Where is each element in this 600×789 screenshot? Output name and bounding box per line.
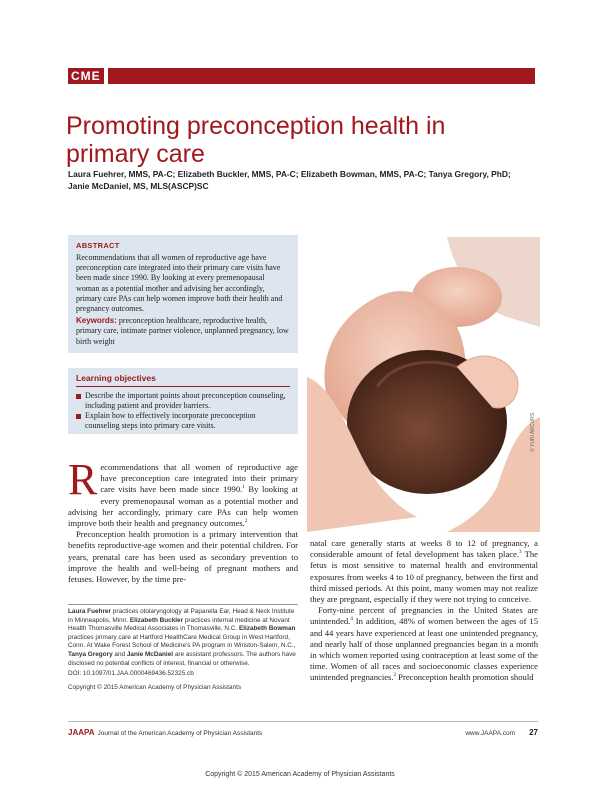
photo-credit: © YURI ARCURS [530,412,536,452]
citation: 2 [244,519,248,525]
author-list [68,168,538,192]
citation: 4 [350,617,353,623]
title-line-2: primary care [66,140,205,168]
learning-objectives-box [68,368,298,434]
header-bar [68,68,535,84]
baby-image-icon [307,237,540,532]
cme-badge [68,67,108,85]
authors-line-1: Laura Fuehrer, MMS, PA-C; Elizabeth Buckler, MMS, PA-C; Elizabeth Bowman, MMS, PA-C; Tanya Gregory, PhD; [68,169,511,179]
note-text: practices primary care at Hartford HealthCare Medical Group in West Hartford, Conn. At Wake Forest School of Medicine's PA program in Winston-Salem, N.C., [68,633,296,650]
title-line-1: Promoting preconception health in [66,112,446,140]
body-text: Forty-nine percent of pregnancies in the United States are unintended. [310,605,538,627]
citation: 3 [519,550,522,556]
page-footer [68,728,538,737]
note-text: practices internal medicine at Novant Health Thomasville Medical Associates in Thomasville, N.C. [68,616,290,633]
body-text: natal care generally starts at weeks 8 to 12 of pregnancy, a considerable amount of fetal development has taken place. [310,538,538,560]
newborn-photo [307,237,540,532]
body-text: ecommendations that all women of reproductive age have preconception care integrated into their primary care visits have been made since 1990. [100,462,298,495]
author-name: Laura Fuehrer [68,608,111,615]
journal-name: Journal of the American Academy of Physician Assistants [97,730,263,737]
author-name: Elizabeth Bowman [238,625,296,633]
author-name: Tanya Gregory [68,650,113,658]
keywords-label: Keywords: [76,316,117,326]
author-affiliations [68,608,298,668]
keywords [76,316,290,347]
body-column-right [310,538,538,684]
copyright-note: Copyright © 2015 American Academy of Physician Assistants [68,683,242,691]
citation: 1 [242,485,245,491]
author-notes [68,604,298,692]
body-text: Preconception health promotion should [396,672,534,683]
abstract-box [68,235,298,353]
author-name: Elizabeth Buckler [129,616,184,624]
body-text: The fetus is most sensitive to maternal health and environmental exposures from weeks 4 to 10 of pregnancy, between the first and third missed periods. At this point, many women may not realize they are pregnant, especially if they were not trying to conceive. [310,549,538,605]
objectives-heading: Learning objectives [76,373,290,387]
body-paragraph: Preconception health promotion is a primary intervention that benefits reproductive-age women and their potential children. For years, prenatal care has been used as secondary prevention to improve the health and well-being of pregnant mothers and fetuses. However, by the time pre- [68,529,298,585]
objective-item: Describe the important points about preconception counseling, including patient and provider barriers. [76,391,290,411]
bottom-copyright: Copyright © 2015 American Academy of Physician Assistants [205,771,395,778]
body-paragraph [310,538,538,605]
note-text: are assistant professors. The authors have disclosed no potential conflicts of interest, financial or otherwise. [68,650,296,667]
abstract-text: Recommendations that all women of reproductive age have preconception care integrated into their primary care visits have been made since 1990. By looking at every premenopausal woman as a potential mother and advising her accordingly, primary care PAs can help women improve both their health and pregnancy outcomes. [76,253,283,314]
authors-line-2: Janie McDaniel, MS, MLS(ASCP)SC [68,181,209,191]
footer-divider [68,721,538,722]
citation: 2 [393,673,397,679]
drop-cap: R [68,455,98,504]
doi[interactable]: DOI: 10.1097/01.JAA.0000469436.52325.cb [68,670,194,678]
objectives-list [76,391,290,431]
body-column-left [68,455,298,585]
note-text: practices otolaryngology at Paparella Ear, Head & Neck Institute in Minneapolis, Minn. [68,608,295,624]
body-text: In addition, 48% of women between the ages of 15 and 44 years have experienced at least one unintended pregnancy, and nearly half of those unplanned pregnancies began in a month in which women reported using contraception at least some of the time. Women of all races and socioeconomic classes experience unintended pregnancies. [310,616,538,683]
author-name: Janie McDaniel [126,650,174,658]
note-text: and [112,650,127,658]
page-number: 27 [529,728,538,737]
objective-item: Explain how to effectively incorporate preconception counseling steps into primary care visits. [76,411,290,431]
article-title [66,112,486,168]
journal-logo: JAAPA [68,728,95,737]
abstract-heading: ABSTRACT [76,241,120,250]
journal-url[interactable]: www.JAAPA.com [465,730,516,737]
body-paragraph [310,605,538,683]
keywords-text: preconception healthcare, reproductive health, primary care, intimate partner violence, unplanned pregnancy, low birth weight [76,316,289,346]
body-paragraph [68,455,298,529]
cme-label: CME [68,68,104,84]
footer-right [465,728,538,737]
body-text: By looking at every premenopausal woman as a potential mother and advising her accordingly, primary care PAs can help women improve both their health and pregnancy outcomes. [68,484,298,529]
